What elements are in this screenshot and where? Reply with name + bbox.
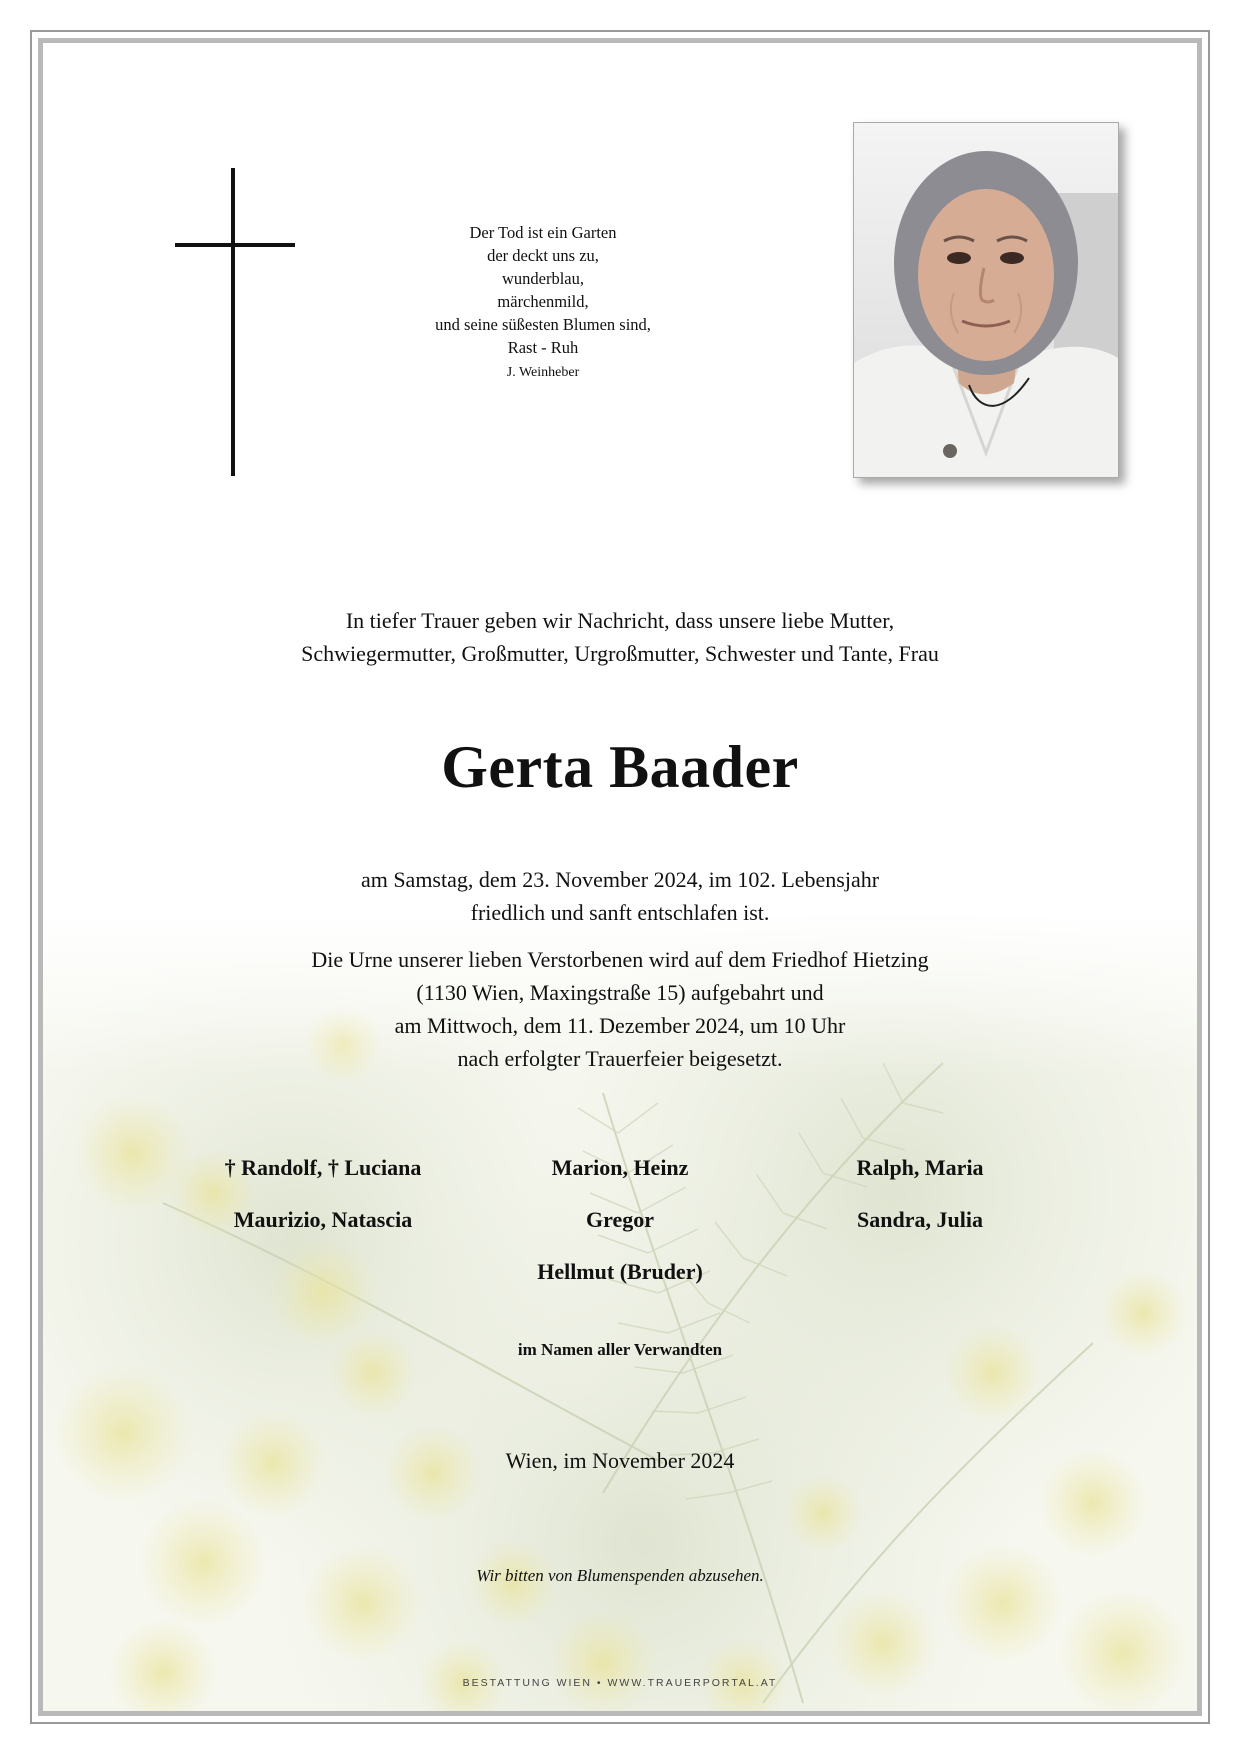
relatives-line: im Namen aller Verwandten: [517, 1340, 723, 1359]
poem-author: J. Weinheber: [506, 365, 580, 380]
mourner-names: Ralph, Maria: [856, 1155, 984, 1180]
mourner-names: Sandra, Julia: [857, 1207, 983, 1232]
burial-line: am Mittwoch, dem 11. Dezember 2024, um 10 Uhr: [394, 1013, 846, 1038]
announcement-intro: [43, 604, 1197, 670]
poem-line: wunderblau,: [501, 269, 585, 288]
date-line: friedlich und sanft entschlafen ist.: [470, 900, 770, 925]
date-line: am Samstag, dem 23. November 2024, im 102. Lebensjahr: [360, 867, 880, 892]
mourners-row: [43, 1207, 1197, 1259]
poem-line: Der Tod ist ein Garten: [469, 223, 617, 242]
intro-line: In tiefer Trauer geben wir Nachricht, dass unsere liebe Mutter,: [345, 608, 895, 633]
cross-icon: [175, 168, 295, 478]
death-date-text: [43, 863, 1197, 929]
intro-line: Schwiegermutter, Großmutter, Urgroßmutter, Schwester und Tante, Frau: [301, 641, 939, 666]
burial-details: [43, 943, 1197, 1075]
notice-card: [38, 38, 1202, 1716]
mourner-names: Gregor: [585, 1207, 654, 1232]
flower-request: Wir bitten von Blumenspenden abzusehen.: [476, 1566, 764, 1585]
mourners-list: [43, 1155, 1197, 1311]
mourners-row: [43, 1155, 1197, 1207]
poem-line: und seine süßesten Blumen sind,: [435, 315, 651, 334]
poem: [343, 221, 743, 384]
poem-line: märchenmild,: [497, 292, 589, 311]
mourner-names: Marion, Heinz: [551, 1155, 689, 1180]
mourner-names: Maurizio, Natascia: [233, 1207, 413, 1232]
poem-line: Rast - Ruh: [507, 338, 579, 357]
footer-branding: BESTATTUNG WIEN • WWW.TRAUERPORTAL.AT: [462, 1677, 778, 1689]
portrait-photo: [853, 122, 1119, 478]
burial-line: nach erfolgter Trauerfeier beigesetzt.: [457, 1046, 783, 1071]
deceased-name: Gerta Baader: [441, 734, 799, 800]
burial-line: Die Urne unserer lieben Verstorbenen wird auf dem Friedhof Hietzing: [311, 947, 929, 972]
mourner-names: Hellmut (Bruder): [537, 1259, 703, 1284]
burial-line: (1130 Wien, Maxingstraße 15) aufgebahrt und: [416, 980, 824, 1005]
poem-line: der deckt uns zu,: [487, 246, 599, 265]
mourner-names: † Randolf, † Luciana: [224, 1155, 422, 1180]
mourners-row: [43, 1259, 1197, 1311]
place-date: Wien, im November 2024: [505, 1448, 735, 1473]
